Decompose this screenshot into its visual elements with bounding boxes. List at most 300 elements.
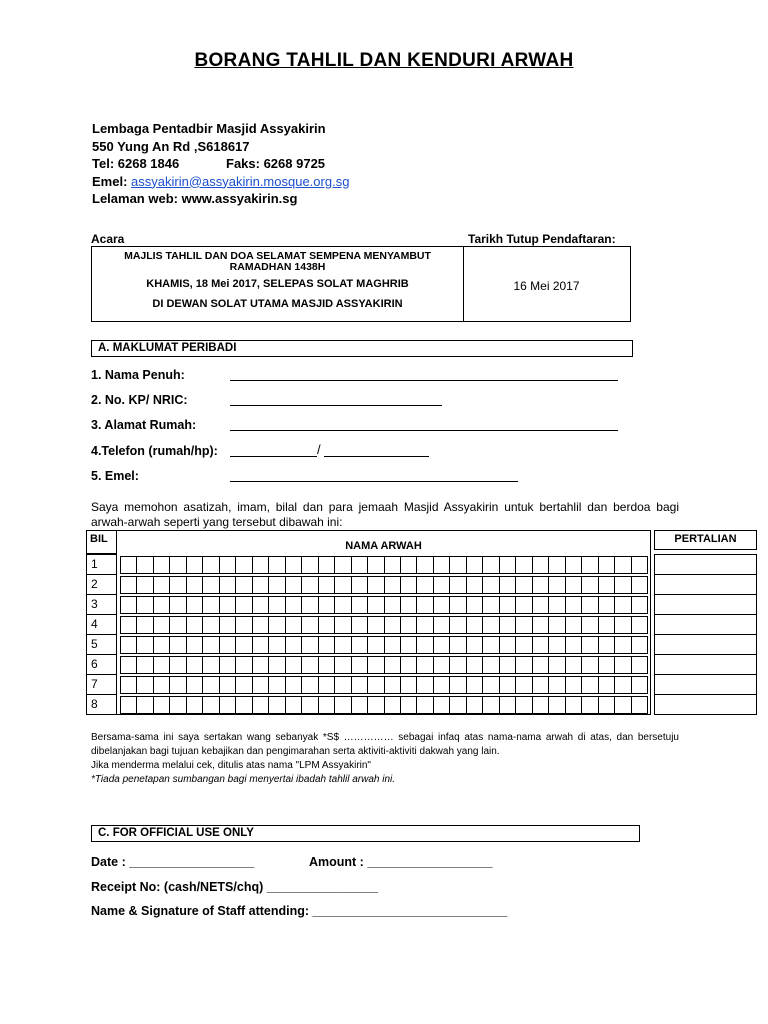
letter-box[interactable]: [286, 596, 302, 614]
letter-box[interactable]: [450, 556, 466, 574]
letter-box[interactable]: [220, 596, 236, 614]
letter-box[interactable]: [137, 576, 153, 594]
letter-box[interactable]: [434, 696, 450, 714]
letter-box[interactable]: [253, 616, 269, 634]
letter-box[interactable]: [319, 576, 335, 594]
letter-box[interactable]: [467, 636, 483, 654]
name-letter-row[interactable]: [120, 576, 648, 594]
letter-box[interactable]: [549, 616, 565, 634]
letter-box[interactable]: [450, 596, 466, 614]
letter-box[interactable]: [450, 636, 466, 654]
letter-box[interactable]: [187, 636, 203, 654]
letter-box[interactable]: [582, 596, 598, 614]
letter-box[interactable]: [236, 596, 252, 614]
letter-box[interactable]: [187, 676, 203, 694]
pertalian-cell[interactable]: [654, 694, 757, 715]
letter-box[interactable]: [236, 676, 252, 694]
letter-box[interactable]: [269, 596, 285, 614]
letter-box[interactable]: [335, 576, 351, 594]
letter-box[interactable]: [352, 676, 368, 694]
bil-header: BIL: [90, 533, 108, 545]
cheque-note: Jika menderma melalui cek, ditulis atas nama "LPM Assyakirin": [91, 760, 371, 771]
letter-box[interactable]: [582, 676, 598, 694]
letter-box[interactable]: [549, 576, 565, 594]
letter-box[interactable]: [401, 596, 417, 614]
letter-box[interactable]: [500, 616, 516, 634]
letter-box[interactable]: [500, 596, 516, 614]
pertalian-cell[interactable]: [654, 654, 757, 675]
letter-box[interactable]: [352, 596, 368, 614]
letter-box[interactable]: [253, 596, 269, 614]
letter-box[interactable]: [352, 576, 368, 594]
letter-box[interactable]: [236, 636, 252, 654]
donation-notes: [91, 731, 679, 787]
letter-box[interactable]: [253, 576, 269, 594]
letter-box[interactable]: [516, 656, 532, 674]
letter-box[interactable]: [417, 636, 433, 654]
letter-box[interactable]: [566, 656, 582, 674]
letter-box[interactable]: [269, 636, 285, 654]
letter-box[interactable]: [500, 576, 516, 594]
letter-box[interactable]: [286, 696, 302, 714]
letter-box[interactable]: [615, 576, 631, 594]
letter-box[interactable]: [170, 556, 186, 574]
letter-box[interactable]: [170, 696, 186, 714]
letter-box[interactable]: [500, 676, 516, 694]
letter-box[interactable]: [632, 696, 648, 714]
letter-box[interactable]: [434, 676, 450, 694]
organization-info: [92, 120, 349, 208]
letter-box[interactable]: [599, 556, 615, 574]
letter-box[interactable]: [500, 556, 516, 574]
letter-box[interactable]: [483, 656, 499, 674]
letter-box[interactable]: [368, 596, 384, 614]
letter-box[interactable]: [434, 656, 450, 674]
letter-box[interactable]: [467, 616, 483, 634]
letter-box[interactable]: [368, 676, 384, 694]
letter-box[interactable]: [599, 616, 615, 634]
letter-box[interactable]: [615, 696, 631, 714]
address-input[interactable]: [230, 430, 618, 431]
letter-box[interactable]: [450, 576, 466, 594]
letter-box[interactable]: [170, 616, 186, 634]
letter-box[interactable]: [335, 656, 351, 674]
letter-box[interactable]: [220, 676, 236, 694]
letter-box[interactable]: [483, 596, 499, 614]
letter-box[interactable]: [269, 676, 285, 694]
letter-box[interactable]: [120, 636, 137, 654]
letter-box[interactable]: [319, 636, 335, 654]
event-venue: DI DEWAN SOLAT UTAMA MASJID ASSYAKIRIN: [152, 298, 403, 310]
letter-box[interactable]: [516, 596, 532, 614]
letter-box[interactable]: [253, 676, 269, 694]
letter-box[interactable]: [615, 556, 631, 574]
letter-box[interactable]: [302, 576, 318, 594]
letter-box[interactable]: [220, 576, 236, 594]
letter-box[interactable]: [434, 596, 450, 614]
letter-box[interactable]: [582, 696, 598, 714]
letter-box[interactable]: [187, 696, 203, 714]
letter-box[interactable]: [269, 616, 285, 634]
letter-box[interactable]: [566, 676, 582, 694]
letter-box[interactable]: [483, 636, 499, 654]
letter-box[interactable]: [154, 596, 170, 614]
letter-box[interactable]: [170, 676, 186, 694]
letter-box[interactable]: [401, 576, 417, 594]
letter-box[interactable]: [582, 656, 598, 674]
letter-box[interactable]: [582, 636, 598, 654]
letter-box[interactable]: [253, 556, 269, 574]
letter-box[interactable]: [467, 656, 483, 674]
letter-box[interactable]: [582, 576, 598, 594]
letter-box[interactable]: [533, 556, 549, 574]
letter-box[interactable]: [417, 656, 433, 674]
letter-box[interactable]: [632, 556, 648, 574]
letter-box[interactable]: [434, 576, 450, 594]
letter-box[interactable]: [120, 576, 137, 594]
letter-box[interactable]: [533, 576, 549, 594]
letter-box[interactable]: [236, 616, 252, 634]
letter-box[interactable]: [615, 656, 631, 674]
letter-box[interactable]: [137, 656, 153, 674]
name-letter-row[interactable]: [120, 696, 648, 714]
letter-box[interactable]: [368, 616, 384, 634]
letter-box[interactable]: [533, 596, 549, 614]
letter-box[interactable]: [483, 616, 499, 634]
letter-box[interactable]: [434, 636, 450, 654]
bil-header-cell: [86, 530, 117, 554]
letter-box[interactable]: [417, 576, 433, 594]
letter-box[interactable]: [236, 556, 252, 574]
letter-box[interactable]: [434, 616, 450, 634]
letter-box[interactable]: [120, 656, 137, 674]
letter-box[interactable]: [467, 696, 483, 714]
letter-box[interactable]: [599, 656, 615, 674]
letter-box[interactable]: [137, 696, 153, 714]
letter-box[interactable]: [286, 656, 302, 674]
letter-box[interactable]: [302, 556, 318, 574]
letter-box[interactable]: [302, 616, 318, 634]
letter-box[interactable]: [368, 556, 384, 574]
letter-box[interactable]: [203, 616, 219, 634]
letter-box[interactable]: [385, 696, 401, 714]
letter-box[interactable]: [467, 556, 483, 574]
letter-box[interactable]: [632, 676, 648, 694]
letter-box[interactable]: [236, 576, 252, 594]
letter-box[interactable]: [516, 556, 532, 574]
letter-box[interactable]: [615, 676, 631, 694]
letter-box[interactable]: [335, 636, 351, 654]
email-input[interactable]: [230, 481, 518, 482]
letter-box[interactable]: [385, 556, 401, 574]
letter-box[interactable]: [154, 696, 170, 714]
letter-box[interactable]: [401, 556, 417, 574]
name-letter-row[interactable]: [120, 596, 648, 614]
letter-box[interactable]: [599, 696, 615, 714]
letter-box[interactable]: [120, 696, 137, 714]
phone-mobile-input[interactable]: [324, 456, 429, 457]
letter-box[interactable]: [170, 656, 186, 674]
pertalian-cell[interactable]: [654, 574, 757, 595]
letter-box[interactable]: [187, 596, 203, 614]
letter-box[interactable]: [269, 576, 285, 594]
letter-box[interactable]: [352, 656, 368, 674]
letter-box[interactable]: [385, 576, 401, 594]
letter-box[interactable]: [319, 696, 335, 714]
letter-box[interactable]: [220, 616, 236, 634]
letter-box[interactable]: [566, 576, 582, 594]
letter-box[interactable]: [286, 616, 302, 634]
name-letter-row[interactable]: [120, 616, 648, 634]
letter-box[interactable]: [187, 616, 203, 634]
letter-box[interactable]: [154, 616, 170, 634]
letter-box[interactable]: [269, 556, 285, 574]
letter-box[interactable]: [220, 636, 236, 654]
name-letter-row[interactable]: [120, 676, 648, 694]
letter-box[interactable]: [368, 576, 384, 594]
letter-box[interactable]: [319, 556, 335, 574]
letter-box[interactable]: [335, 556, 351, 574]
letter-box[interactable]: [352, 696, 368, 714]
letter-box[interactable]: [236, 696, 252, 714]
letter-box[interactable]: [170, 576, 186, 594]
official-receipt-field[interactable]: Receipt No: (cash/NETS/chq) ________________: [91, 880, 378, 894]
letter-box[interactable]: [286, 636, 302, 654]
letter-box[interactable]: [286, 676, 302, 694]
letter-box[interactable]: [137, 616, 153, 634]
letter-box[interactable]: [549, 556, 565, 574]
bil-cell: [86, 574, 117, 595]
letter-box[interactable]: [450, 616, 466, 634]
letter-box[interactable]: [335, 616, 351, 634]
letter-box[interactable]: [120, 676, 137, 694]
letter-box[interactable]: [599, 596, 615, 614]
letter-box[interactable]: [599, 636, 615, 654]
row-number: 1: [91, 557, 98, 571]
letter-box[interactable]: [385, 616, 401, 634]
letter-box[interactable]: [269, 656, 285, 674]
letter-box[interactable]: [220, 696, 236, 714]
letter-box[interactable]: [286, 556, 302, 574]
letter-box[interactable]: [203, 636, 219, 654]
letter-box[interactable]: [319, 596, 335, 614]
phone-home-input[interactable]: [230, 456, 317, 457]
official-date-field[interactable]: Date : __________________: [91, 855, 255, 869]
letter-box[interactable]: [417, 556, 433, 574]
letter-box[interactable]: [566, 636, 582, 654]
letter-box[interactable]: [483, 696, 499, 714]
acara-label: Acara: [91, 232, 125, 246]
letter-box[interactable]: [549, 656, 565, 674]
letter-box[interactable]: [632, 576, 648, 594]
letter-box[interactable]: [566, 596, 582, 614]
letter-box[interactable]: [417, 616, 433, 634]
letter-box[interactable]: [632, 636, 648, 654]
name-letter-row[interactable]: [120, 556, 648, 574]
letter-box[interactable]: [385, 636, 401, 654]
letter-box[interactable]: [500, 636, 516, 654]
letter-box[interactable]: [615, 636, 631, 654]
letter-box[interactable]: [500, 696, 516, 714]
letter-box[interactable]: [516, 636, 532, 654]
letter-box[interactable]: [533, 636, 549, 654]
letter-box[interactable]: [335, 676, 351, 694]
letter-box[interactable]: [533, 696, 549, 714]
letter-box[interactable]: [154, 676, 170, 694]
letter-box[interactable]: [352, 556, 368, 574]
letter-box[interactable]: [253, 696, 269, 714]
letter-box[interactable]: [154, 556, 170, 574]
letter-box[interactable]: [483, 576, 499, 594]
letter-box[interactable]: [401, 636, 417, 654]
letter-box[interactable]: [549, 676, 565, 694]
letter-box[interactable]: [187, 576, 203, 594]
letter-box[interactable]: [566, 556, 582, 574]
letter-box[interactable]: [286, 576, 302, 594]
letter-box[interactable]: [203, 576, 219, 594]
pertalian-cell[interactable]: [654, 614, 757, 635]
letter-box[interactable]: [467, 596, 483, 614]
letter-box[interactable]: [203, 676, 219, 694]
letter-box[interactable]: [516, 676, 532, 694]
letter-box[interactable]: [599, 676, 615, 694]
letter-box[interactable]: [137, 556, 153, 574]
letter-box[interactable]: [401, 696, 417, 714]
pertalian-cell[interactable]: [654, 594, 757, 615]
letter-box[interactable]: [170, 636, 186, 654]
letter-box[interactable]: [220, 556, 236, 574]
request-paragraph: Saya memohon asatizah, imam, bilal dan para jemaah Masjid Assyakirin untuk bertahlil dan berdoa bagi arwah-arwah seperti yang tersebut dibawah ini:: [91, 500, 679, 529]
letter-box[interactable]: [154, 576, 170, 594]
letter-box[interactable]: [385, 656, 401, 674]
letter-box[interactable]: [401, 676, 417, 694]
name-letter-row[interactable]: [120, 656, 648, 674]
letter-box[interactable]: [368, 696, 384, 714]
letter-box[interactable]: [120, 556, 137, 574]
letter-box[interactable]: [401, 656, 417, 674]
letter-box[interactable]: [368, 636, 384, 654]
letter-box[interactable]: [467, 676, 483, 694]
letter-box[interactable]: [615, 616, 631, 634]
letter-box[interactable]: [302, 676, 318, 694]
nric-input[interactable]: [230, 405, 442, 406]
letter-box[interactable]: [385, 596, 401, 614]
letter-box[interactable]: [203, 696, 219, 714]
org-email-link[interactable]: assyakirin@assyakirin.mosque.org.sg: [131, 173, 350, 189]
letter-box[interactable]: [170, 596, 186, 614]
letter-box[interactable]: [417, 596, 433, 614]
letter-box[interactable]: [253, 656, 269, 674]
letter-box[interactable]: [302, 636, 318, 654]
letter-box[interactable]: [632, 656, 648, 674]
letter-box[interactable]: [120, 596, 137, 614]
letter-box[interactable]: [302, 656, 318, 674]
letter-box[interactable]: [549, 636, 565, 654]
nama-arwah-header: NAMA ARWAH: [345, 540, 422, 552]
letter-box[interactable]: [319, 616, 335, 634]
letter-box[interactable]: [566, 696, 582, 714]
event-title: MAJLIS TAHLIL DAN DOA SELAMAT SEMPENA MENYAMBUT RAMADHAN 1438H: [124, 250, 431, 273]
letter-box[interactable]: [302, 696, 318, 714]
letter-box[interactable]: [137, 596, 153, 614]
letter-box[interactable]: [566, 616, 582, 634]
letter-box[interactable]: [269, 696, 285, 714]
letter-box[interactable]: [549, 696, 565, 714]
letter-box[interactable]: [533, 676, 549, 694]
official-amount-field[interactable]: Amount : __________________: [309, 855, 493, 869]
letter-box[interactable]: [187, 656, 203, 674]
letter-box[interactable]: [450, 696, 466, 714]
letter-box[interactable]: [203, 656, 219, 674]
letter-box[interactable]: [368, 656, 384, 674]
letter-box[interactable]: [302, 596, 318, 614]
letter-box[interactable]: [615, 596, 631, 614]
letter-box[interactable]: [417, 696, 433, 714]
letter-box[interactable]: [599, 576, 615, 594]
letter-box[interactable]: [319, 676, 335, 694]
letter-box[interactable]: [582, 616, 598, 634]
letter-box[interactable]: [450, 676, 466, 694]
letter-box[interactable]: [335, 696, 351, 714]
letter-box[interactable]: [417, 676, 433, 694]
official-signature-field[interactable]: Name & Signature of Staff attending: ____________________________: [91, 904, 508, 918]
letter-box[interactable]: [582, 556, 598, 574]
letter-box[interactable]: [236, 656, 252, 674]
letter-box[interactable]: [352, 616, 368, 634]
closing-date-value: 16 Mei 2017: [513, 279, 580, 293]
letter-box[interactable]: [632, 596, 648, 614]
section-c-header: C. FOR OFFICIAL USE ONLY: [91, 825, 640, 842]
letter-box[interactable]: [319, 656, 335, 674]
letter-box[interactable]: [154, 636, 170, 654]
letter-box[interactable]: [533, 616, 549, 634]
letter-box[interactable]: [434, 556, 450, 574]
pertalian-cell[interactable]: [654, 674, 757, 695]
letter-box[interactable]: [253, 636, 269, 654]
letter-box[interactable]: [533, 656, 549, 674]
letter-box[interactable]: [549, 596, 565, 614]
no-fee-note: *Tiada penetapan sumbangan bagi menyertai ibadah tahlil arwah ini.: [91, 774, 396, 785]
letter-box[interactable]: [483, 676, 499, 694]
letter-box[interactable]: [137, 636, 153, 654]
letter-box[interactable]: [450, 656, 466, 674]
letter-box[interactable]: [120, 616, 137, 634]
pertalian-header-cell: [654, 530, 757, 550]
pertalian-cell[interactable]: [654, 634, 757, 655]
letter-box[interactable]: [516, 696, 532, 714]
letter-box[interactable]: [154, 656, 170, 674]
letter-box[interactable]: [137, 676, 153, 694]
letter-box[interactable]: [385, 676, 401, 694]
letter-box[interactable]: [352, 636, 368, 654]
name-letter-row[interactable]: [120, 636, 648, 654]
letter-box[interactable]: [467, 576, 483, 594]
letter-box[interactable]: [401, 616, 417, 634]
letter-box[interactable]: [335, 596, 351, 614]
letter-box[interactable]: [203, 556, 219, 574]
letter-box[interactable]: [516, 616, 532, 634]
letter-box[interactable]: [483, 556, 499, 574]
letter-box[interactable]: [187, 556, 203, 574]
letter-box[interactable]: [516, 576, 532, 594]
letter-box[interactable]: [220, 656, 236, 674]
letter-box[interactable]: [632, 616, 648, 634]
pertalian-cell[interactable]: [654, 554, 757, 575]
full-name-input[interactable]: [230, 380, 618, 381]
letter-box[interactable]: [203, 596, 219, 614]
letter-box[interactable]: [500, 656, 516, 674]
row-number: 3: [91, 597, 98, 611]
